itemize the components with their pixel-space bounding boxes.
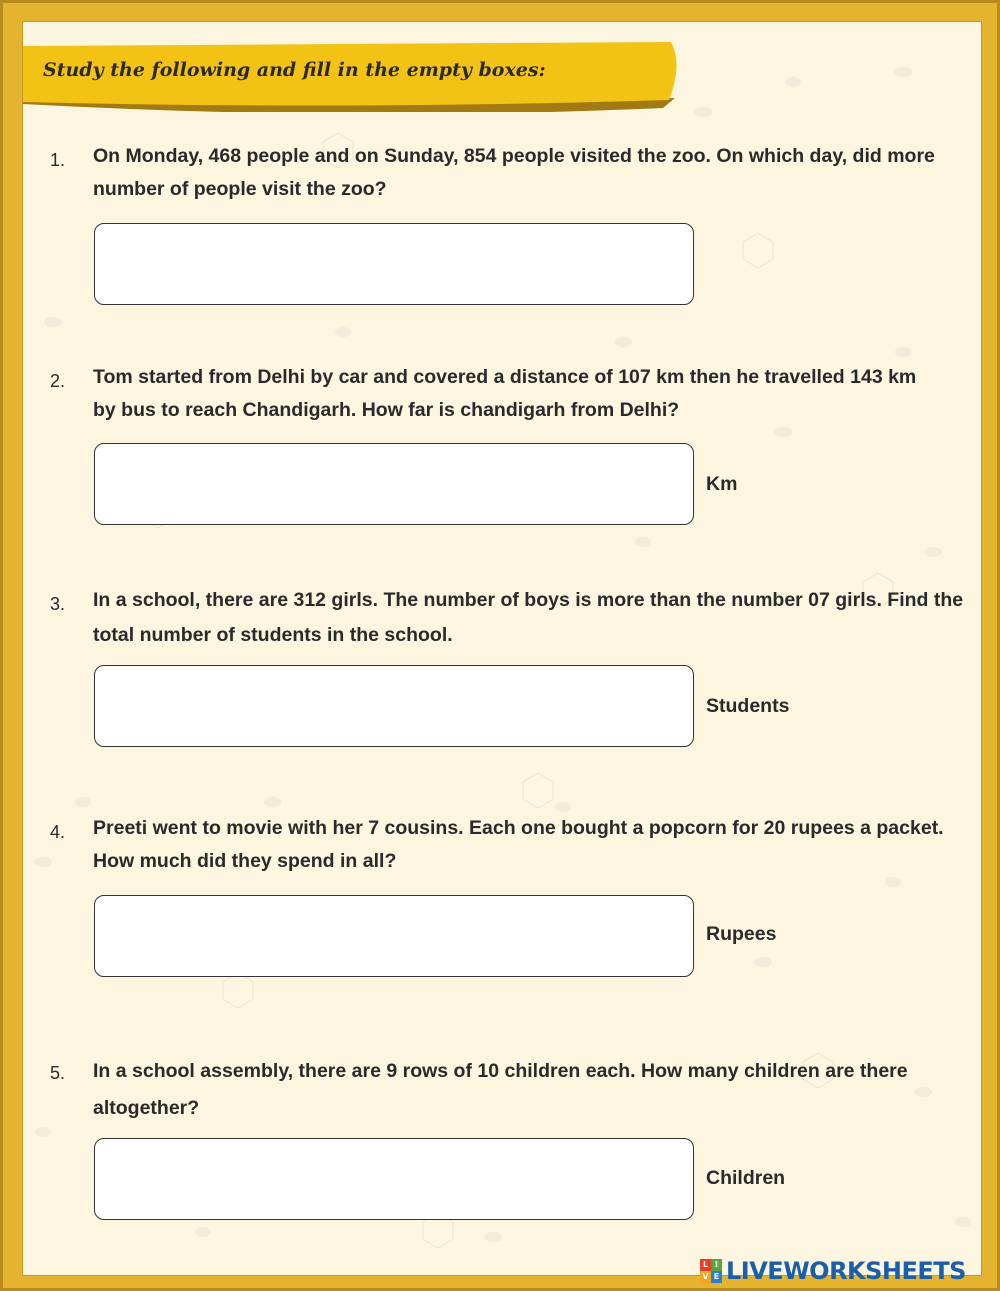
logo-letter-i: I bbox=[711, 1259, 722, 1271]
question-1-text: On Monday, 468 people and on Sunday, 854 people visited the zoo. On which day, did more number of people visit the zoo? bbox=[93, 145, 935, 200]
question-5-text: In a school assembly, there are 9 rows of 10 children each. How many children are there altogether? bbox=[93, 1060, 908, 1119]
question-5-number: 5. bbox=[50, 1063, 66, 1083]
logo-letter-v: V bbox=[700, 1271, 711, 1283]
question-1-number: 1. bbox=[50, 150, 66, 170]
question-4-text: Preeti went to movie with her 7 cousins. Each one bought a popcorn for 20 rupees a packet. How much did they spend in all? bbox=[93, 817, 944, 872]
question-2-number: 2. bbox=[50, 371, 66, 391]
question-3-number: 3. bbox=[50, 594, 66, 614]
question-3-text: In a school, there are 312 girls. The number of boys is more than the number 07 girls. Find the total number of students in the school. bbox=[93, 589, 964, 646]
question-5-answer-box[interactable] bbox=[94, 1138, 694, 1220]
question-5-unit: Children bbox=[706, 1167, 786, 1189]
question-2-unit: Km bbox=[706, 473, 738, 495]
question-2-answer-box[interactable] bbox=[94, 443, 694, 525]
liveworksheets-wordmark: LIVEWORKSHEETS bbox=[726, 1257, 966, 1285]
question-1-answer-box[interactable] bbox=[94, 223, 694, 305]
question-3-answer-box[interactable] bbox=[94, 665, 694, 747]
logo-letter-e: E bbox=[711, 1271, 722, 1283]
question-3-unit: Students bbox=[706, 695, 790, 717]
question-4-number: 4. bbox=[50, 822, 66, 842]
instruction-heading: Study the following and fill in the empty boxes: bbox=[43, 59, 546, 81]
question-4-unit: Rupees bbox=[706, 923, 777, 945]
logo-letter-l: L bbox=[700, 1259, 711, 1271]
question-2-text: Tom started from Delhi by car and covered a distance of 107 km then he travelled 143 km by bus to reach Chandigarh. How far is chandigarh from Delhi? bbox=[93, 366, 917, 421]
question-4-answer-box[interactable] bbox=[94, 895, 694, 977]
worksheet-paper bbox=[22, 21, 982, 1276]
liveworksheets-logo-icon bbox=[700, 1259, 722, 1283]
liveworksheets-brand bbox=[700, 1258, 966, 1284]
